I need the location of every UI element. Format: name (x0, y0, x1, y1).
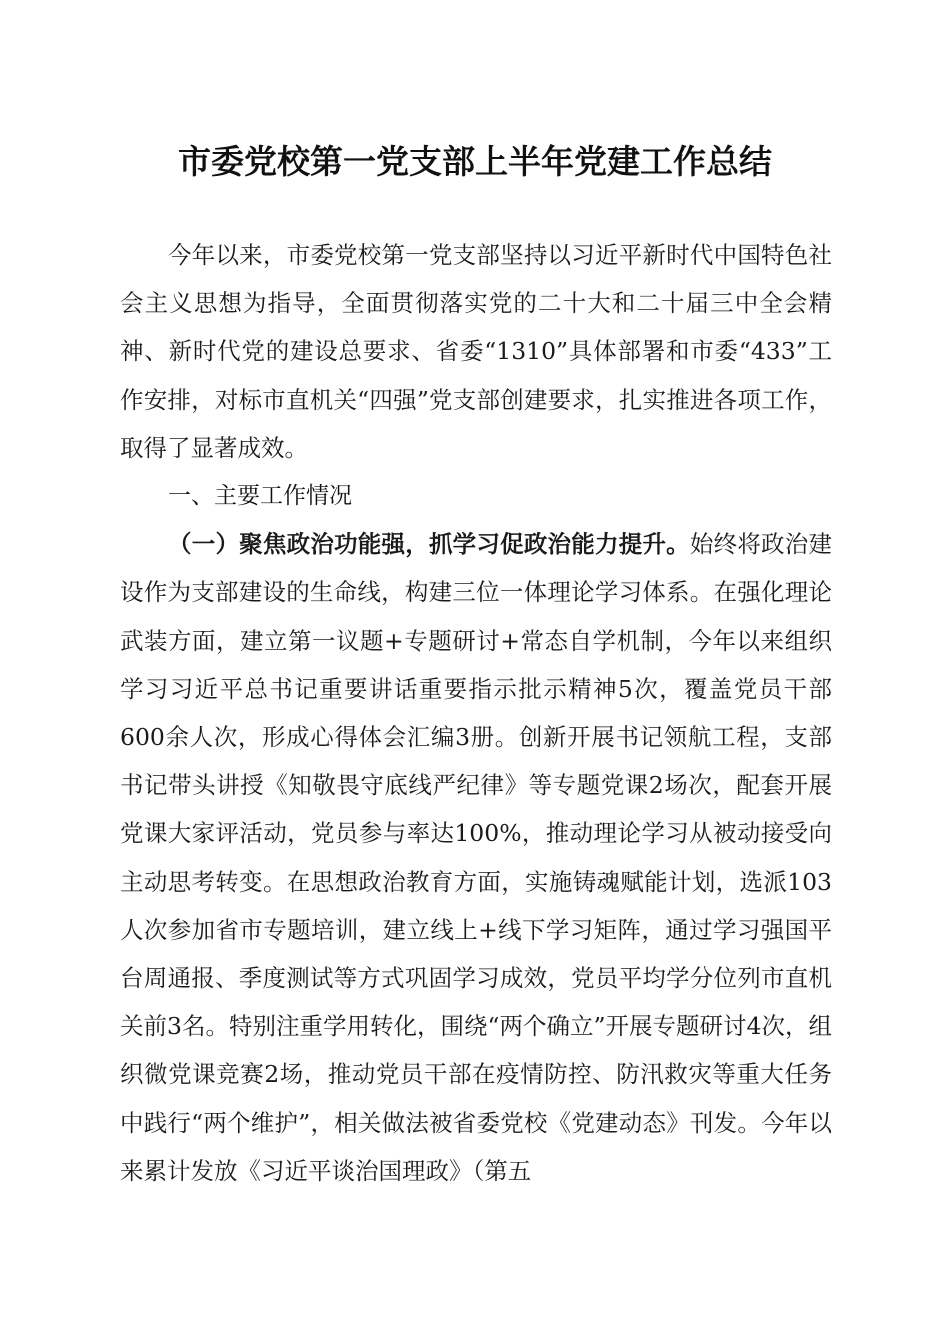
section-heading: 一、主要工作情况 (168, 483, 352, 510)
subsection-body: 始终将政治建设作为支部建设的生命线，构建三位一体理论学习体系。在强化理论武装方面，建立第一议题+专题研讨+常态自学机制，今年以来组织学习习近平总书记重要讲话重要指示批示精神5次，覆盖党员干部600余人次，形成心得体会汇编3册。创新开展书记领航工程，支部书记带头讲授《知敬畏守底线严纪律》等专题党课2场次，配套开展党课大家评活动，党员参与率达100%，推动理论学习从被动接受向主动思考转变。在思想政治教育方面，实施铸魂赋能计划，选派103人次参加省市专题培训，建立线上+线下学习矩阵，通过学习强国平台周通报、季度测试等方式巩固学习成效，党员平均学分位列市直机关前3名。特别注重学用转化，围绕“两个确立”开展专题研讨4次，组织微党课竞赛2场，推动党员干部在疫情防控、防汛救灾等重大任务中践行“两个维护”，相关做法被省委党校《党建动态》刊发。今年以来累计发放《习近平谈治国理政》（第五 (120, 530, 833, 1185)
subsection-paragraph (120, 520, 832, 1195)
document-body (120, 231, 832, 1195)
subsection-heading: （一）聚焦政治功能强，抓学习促政治能力提升。 (168, 530, 690, 559)
intro-paragraph: 今年以来，市委党校第一党支部坚持以习近平新时代中国特色社会主义思想为指导，全面贯彻落实党的二十大和二十届三中全会精神、新时代党的建设总要求、省委“1310”具体部署和市委“433”工作安排，对标市直机关“四强”党支部创建要求，扎实推进各项工作，取得了显著成效。 (120, 241, 832, 462)
document-title: 市委党校第一党支部上半年党建工作总结 (178, 142, 772, 181)
